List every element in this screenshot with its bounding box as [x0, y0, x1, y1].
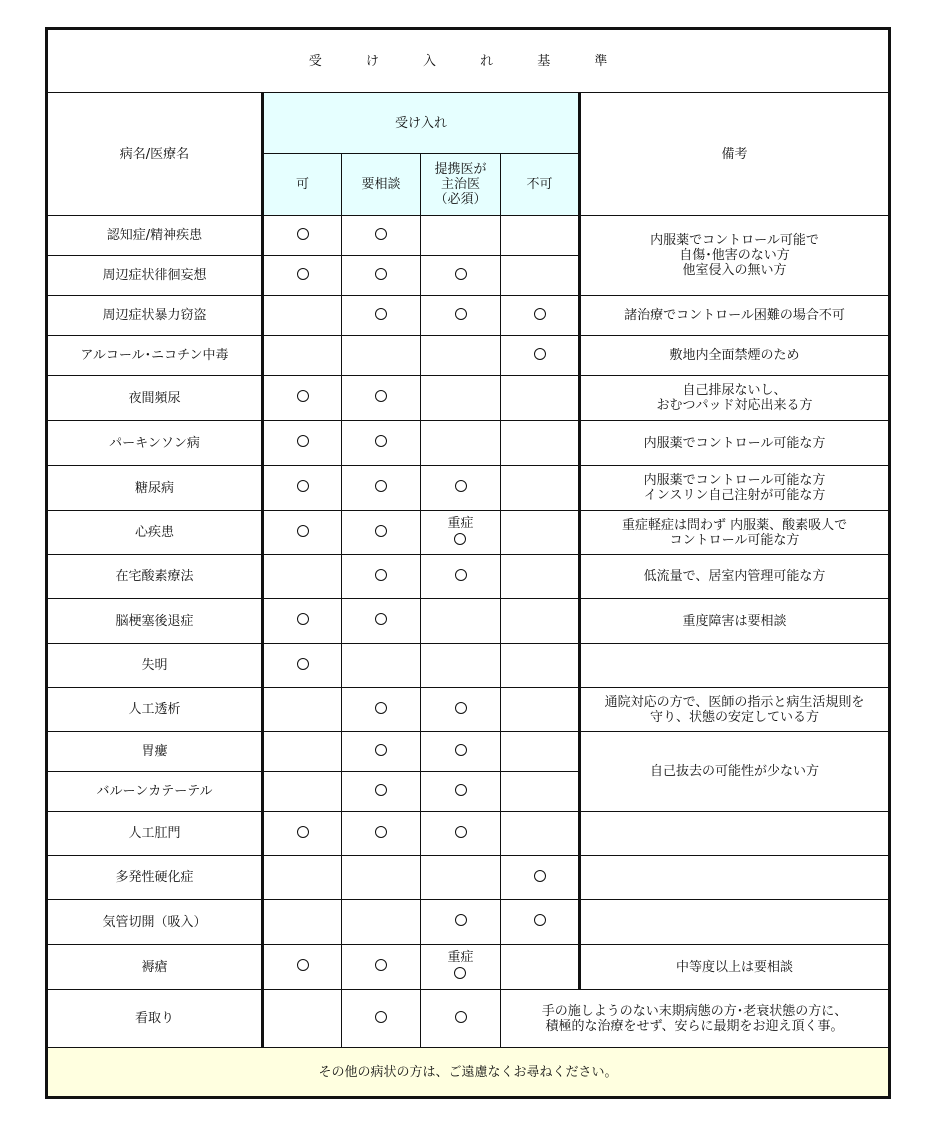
mark-ok: [263, 256, 342, 296]
remark: [580, 688, 890, 732]
remark: [580, 511, 890, 555]
circle-icon: [297, 959, 309, 971]
mark-partner: [421, 945, 501, 990]
table-row: [47, 376, 890, 421]
table-row: [47, 466, 890, 511]
mark-ok: [263, 732, 342, 772]
mark-consult: [342, 511, 421, 555]
mark-no: [501, 599, 580, 644]
mark-no: [501, 511, 580, 555]
circle-icon: [534, 914, 546, 926]
circle-icon: [455, 569, 467, 581]
mark-no: [501, 466, 580, 511]
mark-consult: [342, 688, 421, 732]
remark: [580, 644, 890, 688]
circle-icon: [375, 268, 387, 280]
remark: [580, 216, 890, 296]
mark-partner: [421, 256, 501, 296]
header-disease: 病名/医療名: [47, 93, 263, 216]
circle-icon: [455, 744, 467, 756]
mark-partner: [421, 376, 501, 421]
mark-consult: [342, 812, 421, 856]
disease-name: 褥瘡: [47, 945, 263, 990]
disease-name: 多発性硬化症: [47, 856, 263, 900]
mark-consult: [342, 900, 421, 945]
mark-partner: [421, 599, 501, 644]
remark: [580, 376, 890, 421]
mark-ok: [263, 990, 342, 1048]
circle-icon: [375, 228, 387, 240]
mark-ok: [263, 216, 342, 256]
header-remarks: 備考: [580, 93, 890, 216]
mark-partner: [421, 216, 501, 256]
mark-partner: [421, 688, 501, 732]
disease-name: 心疾患: [47, 511, 263, 555]
table-row: [47, 511, 890, 555]
circle-icon: [455, 914, 467, 926]
severe-label: 重症: [447, 515, 474, 531]
mark-no: [501, 421, 580, 466]
mark-no: [501, 376, 580, 421]
mark-ok: [263, 376, 342, 421]
mark-partner: [421, 511, 501, 555]
mark-ok: [263, 296, 342, 336]
mark-consult: [342, 376, 421, 421]
mark-consult: [342, 256, 421, 296]
disease-name: アルコール･ニコチン中毒: [47, 336, 263, 376]
circle-icon: [454, 533, 466, 545]
mark-partner: [421, 856, 501, 900]
table-row: [47, 555, 890, 599]
footer-note: その他の病状の方は、ご遠慮なくお尋ねください。: [47, 1048, 890, 1098]
disease-name: 失明: [47, 644, 263, 688]
remark: [501, 990, 890, 1048]
circle-icon: [375, 613, 387, 625]
circle-icon: [297, 525, 309, 537]
header-partner-line1: 提携医が: [434, 162, 487, 177]
disease-name: 胃瘻: [47, 732, 263, 772]
circle-icon: [534, 308, 546, 320]
remark-line: 積極的な治療をせず、安らに最期をお迎え頂く事。: [545, 1018, 844, 1034]
severe-label: 重症: [447, 950, 474, 965]
disease-name: 周辺症状暴力窃盗: [47, 296, 263, 336]
remark: 自己抜去の可能性が少ない方: [580, 732, 890, 812]
mark-no: [501, 772, 580, 812]
table-row: [47, 900, 890, 945]
circle-icon: [297, 480, 309, 492]
remark-line: コントロール可能な方: [669, 532, 800, 548]
disease-name: 人工透析: [47, 688, 263, 732]
remark-line: 自己排尿ないし、: [682, 383, 787, 398]
header-partner-line2: 主治医: [440, 177, 480, 192]
mark-ok: [263, 421, 342, 466]
circle-icon: [297, 435, 309, 447]
mark-ok: [263, 336, 342, 376]
mark-ok: [263, 555, 342, 599]
circle-icon: [375, 826, 387, 838]
table-row: [47, 732, 890, 772]
disease-name: 看取り: [47, 990, 263, 1048]
header-partner-line3: （必須）: [434, 192, 487, 207]
remark-line: おむつパッド対応出来る方: [656, 398, 813, 413]
disease-name: 周辺症状徘徊妄想: [47, 256, 263, 296]
circle-icon: [455, 826, 467, 838]
remark: 内服薬でコントロール可能な方: [580, 421, 890, 466]
circle-icon: [375, 1011, 387, 1023]
header-ok: 可: [263, 154, 342, 216]
mark-consult: [342, 421, 421, 466]
mark-ok: [263, 812, 342, 856]
circle-icon: [455, 480, 467, 492]
table-row: [47, 990, 890, 1048]
acceptance-criteria-table: [45, 27, 891, 1099]
circle-icon: [375, 480, 387, 492]
mark-ok: [263, 466, 342, 511]
mark-partner: [421, 900, 501, 945]
circle-icon: [375, 569, 387, 581]
remark-line: 通院対応の方で、医師の指示と病生活規則を: [604, 694, 865, 710]
table-row: [47, 296, 890, 336]
header-acceptance: 受け入れ: [263, 93, 580, 154]
mark-no: [501, 945, 580, 990]
remark: [580, 900, 890, 945]
mark-partner: [421, 990, 501, 1048]
circle-icon: [375, 702, 387, 714]
disease-name: 人工肛門: [47, 812, 263, 856]
circle-icon: [455, 308, 467, 320]
mark-ok: [263, 644, 342, 688]
disease-name: パーキンソン病: [47, 421, 263, 466]
mark-consult: [342, 772, 421, 812]
remark: [580, 856, 890, 900]
remark: 重度障害は要相談: [580, 599, 890, 644]
mark-no: [501, 812, 580, 856]
mark-no: [501, 216, 580, 256]
remark: 中等度以上は要相談: [580, 945, 890, 990]
disease-name: 脳梗塞後退症: [47, 599, 263, 644]
mark-no: [501, 336, 580, 376]
remark-line: 内服薬でコントロール可能な方: [643, 473, 826, 488]
mark-no: [501, 732, 580, 772]
circle-icon: [375, 784, 387, 796]
mark-consult: [342, 732, 421, 772]
header-no: 不可: [501, 154, 580, 216]
table-row: [47, 216, 890, 256]
circle-icon: [297, 658, 309, 670]
circle-icon: [297, 228, 309, 240]
circle-icon: [534, 870, 546, 882]
mark-ok: [263, 900, 342, 945]
mark-consult: [342, 599, 421, 644]
circle-icon: [455, 1011, 467, 1023]
mark-no: [501, 256, 580, 296]
remark-line: 他室侵入の無い方: [682, 263, 787, 278]
mark-consult: [342, 644, 421, 688]
disease-name: 夜間頻尿: [47, 376, 263, 421]
page-title: 受 け 入 れ 基 準: [47, 29, 890, 93]
disease-name: 認知症/精神疾患: [47, 216, 263, 256]
table-row: [47, 812, 890, 856]
circle-icon: [297, 613, 309, 625]
mark-consult: [342, 990, 421, 1048]
remark-line: 内服薬でコントロール可能で: [650, 233, 819, 248]
mark-no: [501, 900, 580, 945]
mark-consult: [342, 216, 421, 256]
mark-partner: [421, 732, 501, 772]
remark-line: インスリン自己注射が可能な方: [643, 488, 826, 503]
mark-ok: [263, 772, 342, 812]
remark: 低流量で、居室内管理可能な方: [580, 555, 890, 599]
remark-line: 重症軽症は問わず 内服薬、酸素吸人で: [621, 517, 848, 533]
circle-icon: [375, 308, 387, 320]
circle-icon: [375, 435, 387, 447]
mark-ok: [263, 945, 342, 990]
table-row: [47, 421, 890, 466]
mark-no: [501, 644, 580, 688]
circle-icon: [375, 744, 387, 756]
circle-icon: [297, 268, 309, 280]
circle-icon: [297, 390, 309, 402]
mark-ok: [263, 688, 342, 732]
severe-mark: [447, 951, 473, 983]
circle-icon: [454, 967, 466, 979]
table-row: [47, 644, 890, 688]
mark-partner: [421, 555, 501, 599]
table-row: [47, 945, 890, 990]
mark-no: [501, 555, 580, 599]
remark-line: 手の施しようのない末期病態の方･老衰状態の方に、: [541, 1003, 848, 1019]
mark-partner: [421, 466, 501, 511]
mark-partner: [421, 336, 501, 376]
mark-no: [501, 296, 580, 336]
remark: [580, 466, 890, 511]
circle-icon: [455, 784, 467, 796]
remark-line: 守り、状態の安定している方: [650, 709, 820, 725]
remark: 諸治療でコントロール困難の場合不可: [580, 296, 890, 336]
mark-consult: [342, 856, 421, 900]
disease-name: 気管切開（吸入）: [47, 900, 263, 945]
table-row: [47, 336, 890, 376]
mark-no: [501, 688, 580, 732]
disease-name: 在宅酸素療法: [47, 555, 263, 599]
mark-partner: [421, 644, 501, 688]
circle-icon: [375, 525, 387, 537]
circle-icon: [534, 348, 546, 360]
mark-partner: [421, 421, 501, 466]
mark-no: [501, 856, 580, 900]
mark-consult: [342, 555, 421, 599]
table-row: [47, 688, 890, 732]
remark-line: 自傷･他害のない方: [679, 248, 790, 263]
circle-icon: [455, 702, 467, 714]
remark: 敷地内全面禁煙のため: [580, 336, 890, 376]
header-partner: [421, 154, 501, 216]
severe-mark: [447, 517, 473, 549]
circle-icon: [375, 959, 387, 971]
mark-consult: [342, 466, 421, 511]
mark-ok: [263, 856, 342, 900]
remark: [580, 812, 890, 856]
circle-icon: [297, 826, 309, 838]
mark-consult: [342, 336, 421, 376]
mark-consult: [342, 945, 421, 990]
header-consult: 要相談: [342, 154, 421, 216]
mark-partner: [421, 296, 501, 336]
mark-consult: [342, 296, 421, 336]
mark-partner: [421, 812, 501, 856]
mark-ok: [263, 599, 342, 644]
disease-name: バルーンカテーテル: [47, 772, 263, 812]
mark-ok: [263, 511, 342, 555]
mark-partner: [421, 772, 501, 812]
disease-name: 糖尿病: [47, 466, 263, 511]
table-row: [47, 856, 890, 900]
circle-icon: [375, 390, 387, 402]
table-row: [47, 599, 890, 644]
circle-icon: [455, 268, 467, 280]
